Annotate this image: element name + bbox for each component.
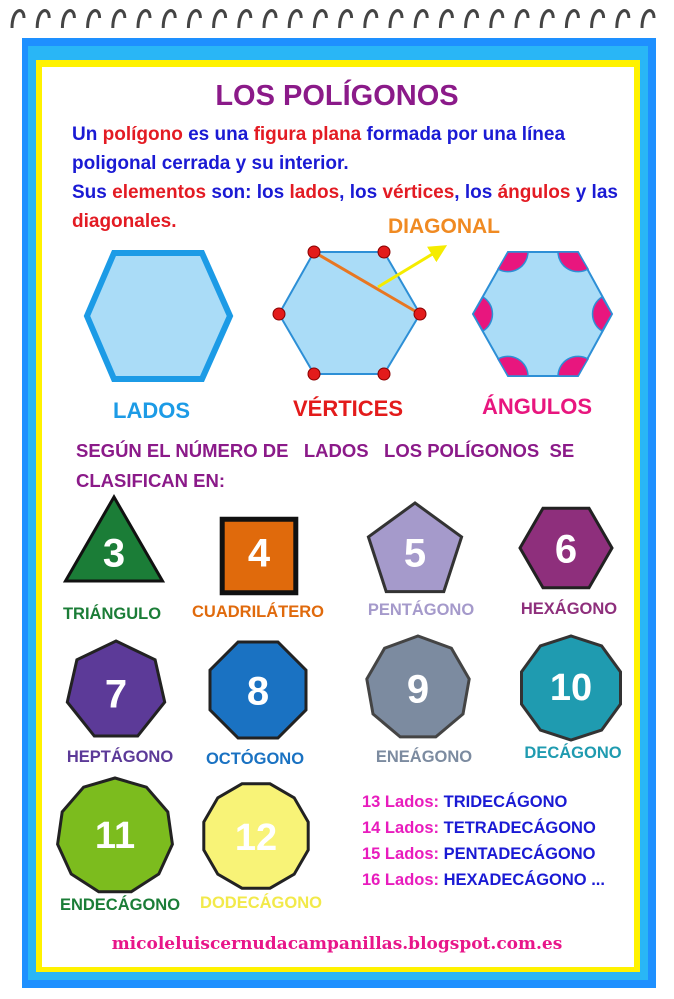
polygon-number: 9 — [406, 667, 430, 712]
polygon-number: 10 — [549, 667, 593, 710]
angles-label: ÁNGULOS — [482, 394, 592, 419]
intro-text: Un polígono es una figura plana formada por una línea poligonal cerrada y su interior. Sus elementos son: los lados, los vértices, los ángulos y las diagonales. — [72, 124, 618, 232]
footer-url: micoleluiscernudacampanillas.blogspot.com.es — [111, 934, 563, 954]
polygon-name: TRIÁNGULO — [62, 605, 162, 623]
polygon-number: 12 — [234, 817, 278, 860]
list-item: 16 Lados: HEXADECÁGONO ... — [362, 871, 605, 889]
list-item: 15 Lados: PENTADECÁGONO — [362, 845, 596, 863]
polygon-name: PENTÁGONO — [367, 601, 475, 619]
polygon-name: ENEÁGONO — [375, 748, 473, 766]
polygon-name: HEPTÁGONO — [66, 748, 174, 766]
polygon-name: DODECÁGONO — [200, 894, 322, 912]
sides-label: LADOS — [113, 398, 190, 423]
polygon-number: 4 — [247, 531, 271, 576]
polygon-number: 8 — [246, 669, 270, 714]
classification-heading: SEGÚN EL NÚMERO DE LADOS LOS POLÍGONOS SE CLASIFICAN EN: — [76, 440, 575, 491]
page-title: LOS POLÍGONOS — [215, 80, 459, 112]
polygon-name: DECÁGONO — [524, 744, 622, 762]
list-item: 14 Lados: TETRADECÁGONO — [362, 819, 596, 837]
polygon-name: HEXÁGONO — [520, 600, 618, 618]
polygon-number: 6 — [554, 527, 578, 572]
polygon-number: 3 — [102, 531, 126, 576]
polygon-name: CUADRILÁTERO — [192, 603, 324, 621]
polygon-number: 11 — [94, 815, 136, 858]
polygon-name: OCTÓGONO — [205, 750, 305, 768]
polygon-number: 5 — [403, 531, 427, 576]
polygon-number: 7 — [104, 672, 128, 717]
vertices-label: VÉRTICES — [293, 396, 404, 421]
list-item: 13 Lados: TRIDECÁGONO — [362, 793, 568, 811]
polygon-name: ENDECÁGONO — [59, 896, 181, 914]
diagonal-label: DIAGONAL — [388, 215, 500, 238]
